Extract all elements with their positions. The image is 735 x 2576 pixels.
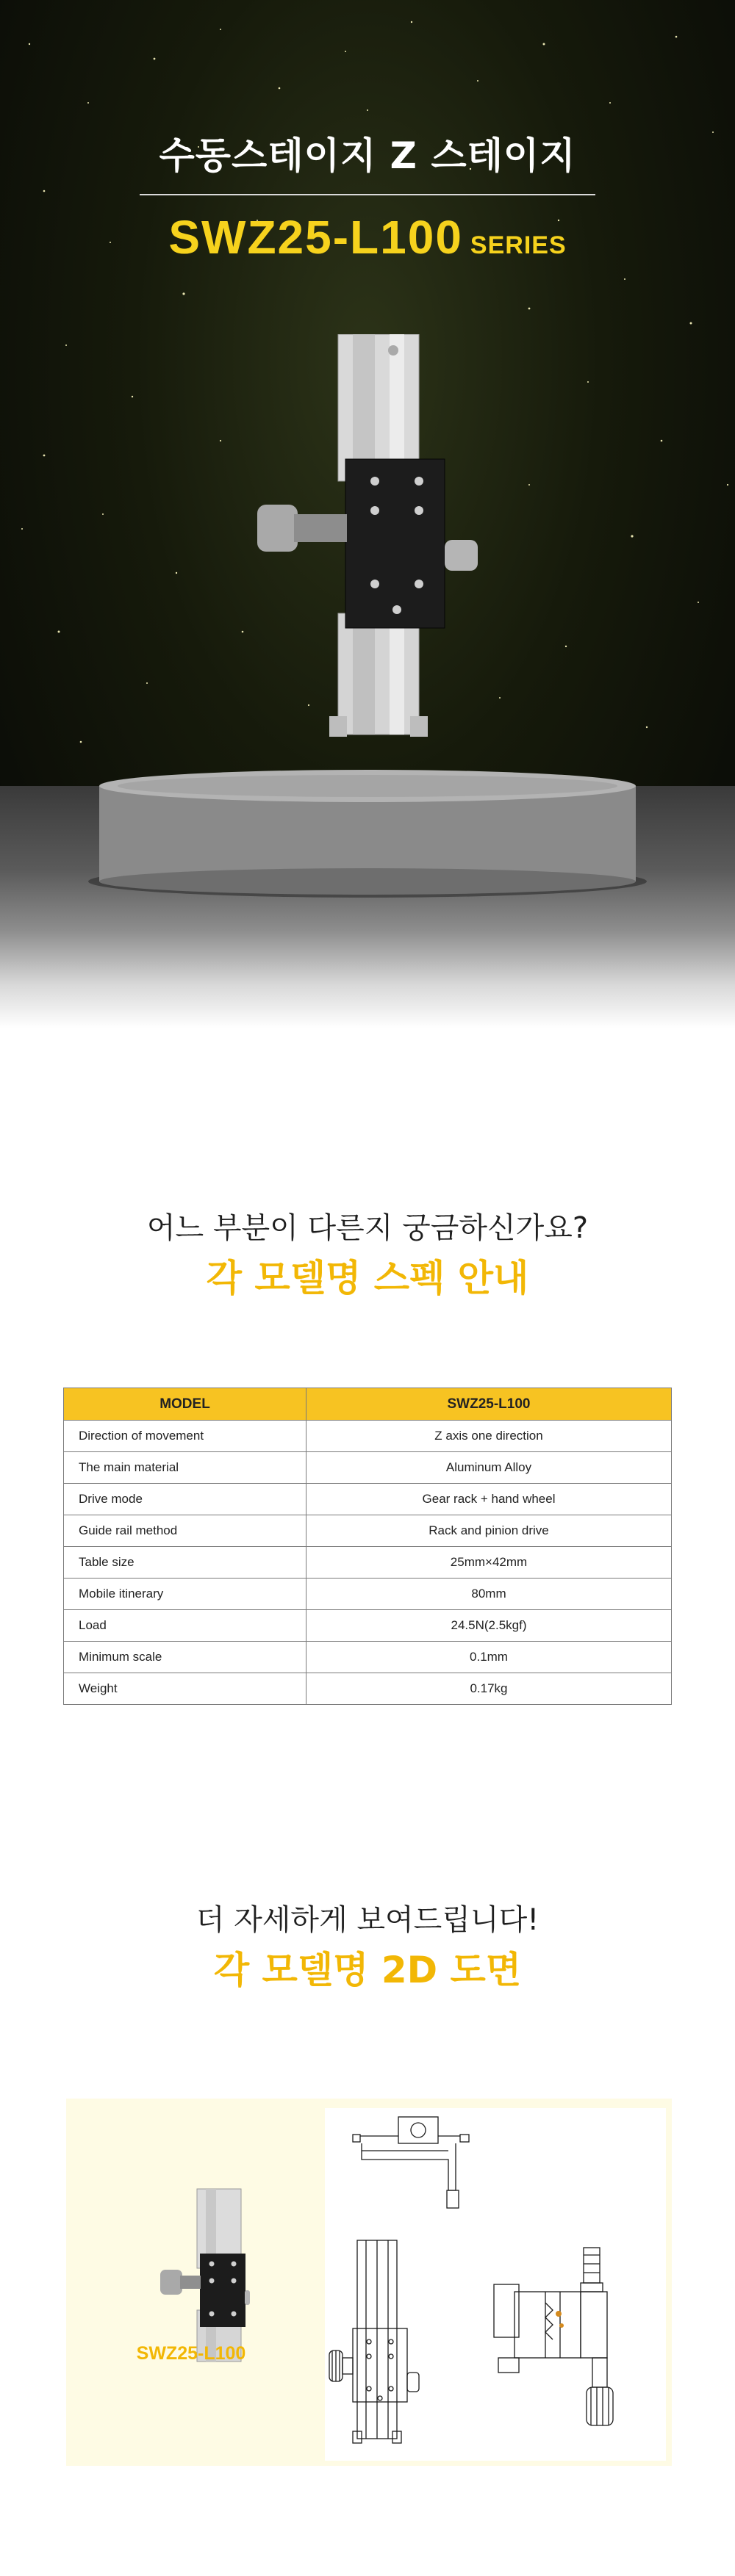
hero-divider <box>140 194 595 195</box>
spec-label: Guide rail method <box>64 1515 306 1547</box>
spec-label: Table size <box>64 1547 306 1579</box>
pedestal <box>0 757 735 903</box>
spec-value: Aluminum Alloy <box>306 1452 672 1484</box>
spec-label: Weight <box>64 1673 306 1705</box>
hero-banner <box>0 0 735 1028</box>
spec-value: 0.1mm <box>306 1642 672 1673</box>
hero-series-label: SERIES <box>470 231 567 259</box>
spec-header-value: SWZ25-L100 <box>306 1388 672 1421</box>
spec-heading: 각 모델명 스펙 안내 <box>206 1257 529 1299</box>
spec-question: 어느 부분이 다른지 궁금하신가요? <box>146 1211 589 1245</box>
hero-model-title <box>0 210 735 264</box>
table-row <box>64 1452 672 1484</box>
spec-value: 0.17kg <box>306 1673 672 1705</box>
table-row <box>64 1579 672 1610</box>
spec-header-label: MODEL <box>64 1388 306 1421</box>
spec-table-header <box>64 1388 672 1421</box>
spec-label: Direction of movement <box>64 1421 306 1452</box>
table-row <box>64 1421 672 1452</box>
table-row <box>64 1610 672 1642</box>
thumbnail-label: SWZ25-L100 <box>136 2343 246 2364</box>
drawing-heading: 각 모델명 2D 도면 <box>213 1949 522 1991</box>
table-row <box>64 1642 672 1673</box>
spec-value: 80mm <box>306 1579 672 1610</box>
spec-value: Rack and pinion drive <box>306 1515 672 1547</box>
spec-label: Load <box>64 1610 306 1642</box>
hero-product-image <box>243 334 500 742</box>
technical-drawing <box>325 2108 666 2461</box>
spec-label: Mobile itinerary <box>64 1579 306 1610</box>
spec-value: Gear rack + hand wheel <box>306 1484 672 1515</box>
spec-value: Z axis one direction <box>306 1421 672 1452</box>
table-row <box>64 1547 672 1579</box>
drawing-intro: 더 자세하게 보여드립니다! <box>196 1903 539 1937</box>
hero-model-name: SWZ25-L100 <box>168 211 463 264</box>
technical-drawing-lines <box>325 2108 666 2461</box>
spec-label: The main material <box>64 1452 306 1484</box>
spec-value: 24.5N(2.5kgf) <box>306 1610 672 1642</box>
table-row <box>64 1673 672 1705</box>
table-row <box>64 1515 672 1547</box>
spec-value: 25mm×42mm <box>306 1547 672 1579</box>
spec-label: Minimum scale <box>64 1642 306 1673</box>
spec-table <box>63 1388 672 1705</box>
spec-label: Drive mode <box>64 1484 306 1515</box>
hero-title: 수동스테이지 Z 스테이지 <box>159 134 576 177</box>
table-row <box>64 1484 672 1515</box>
